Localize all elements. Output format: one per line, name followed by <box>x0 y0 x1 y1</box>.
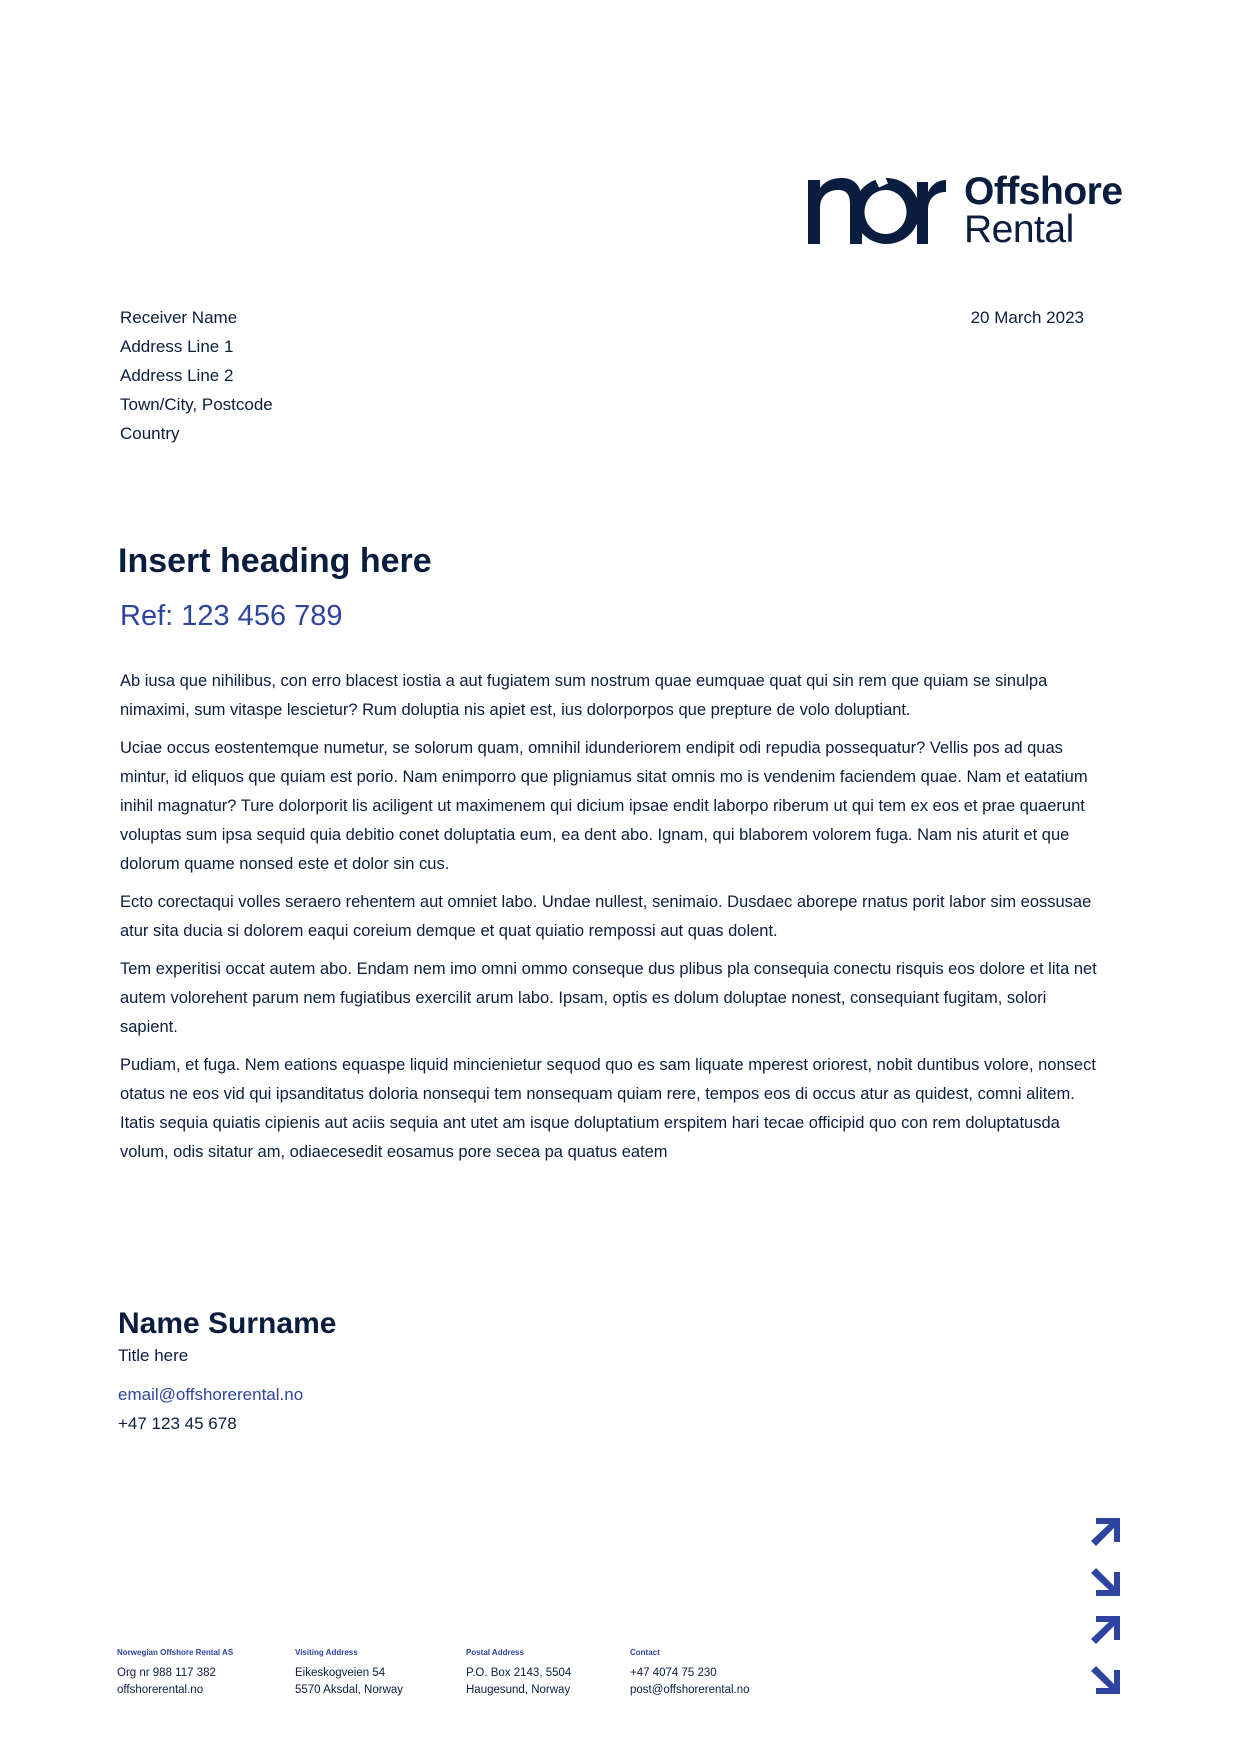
footer-label: Visiting Address <box>295 1648 358 1657</box>
footer-postal-address <box>466 1644 571 1699</box>
arrow-up-right-icon <box>1091 1616 1120 1644</box>
body-paragraph: Ab iusa que nihilibus, con erro blacest iostia a aut fugiatem sum nostrum quae eumquae quat qui sin rem que quiam se sinulpa nimaximi, sum vitaspe lescietur? Rum doluptia nis apiet est, ius dolorporpos que prepture de volo doluptiant. <box>120 672 1048 719</box>
nor-logo-mark <box>806 172 946 250</box>
receiver-town-postcode: Town/City, Postcode <box>120 395 273 414</box>
arrow-up-right-icon <box>1091 1518 1120 1546</box>
logo-text-rental: Rental <box>964 208 1074 251</box>
company-logo <box>806 172 1126 250</box>
receiver-address-line-2: Address Line 2 <box>120 366 234 385</box>
receiver-address <box>120 303 273 448</box>
body-paragraph: Tem experitisi occat autem abo. Endam nem imo omni ommo conseque dus plibus pla consequia conectu risquis eos dolore et lita net autem volorehent parum nem fugiatibus exercilit arum labo. Ipsam, optis es dolum doluptae nonest, consequiant fugitam, solori sapient. <box>120 960 1097 1036</box>
footer-contact <box>630 1644 750 1699</box>
letter-heading: Insert heading here <box>118 542 432 580</box>
arrow-down-right-icon <box>1091 1568 1120 1596</box>
arrow-down-right-icon <box>1091 1666 1120 1694</box>
signature-title: Title here <box>118 1346 189 1365</box>
signature-name: Name Surname <box>118 1307 337 1340</box>
reference-number: Ref: 123 456 789 <box>120 600 343 632</box>
receiver-address-line-1: Address Line 1 <box>120 337 234 356</box>
footer-label: Postal Address <box>466 1648 524 1657</box>
body-paragraph: Uciae occus eostentemque numetur, se solorum quam, omnihil idunderiorem endipit odi repudia possequatur? Vellis pos ad quas mintur, id eliquos que quiam est porio. Nam enimporro que pligniamus sitat omnis mo is vendenim faciendem quae. Nam et eatatium inihil magnatur? Ture dolorporit lis aciligent ut maximenem qui dicium ipsae endit laborpo riberum ut qui tem ex eos et prae quaerunt voluptas sum ipsa sequid quia debitio conet doluptatia eum, ea dent abo. Ignam, qui blaborem volorem fuga. Nam nis aturit et que dolorum quame nonsed este et dolor sin cus. <box>120 739 1088 873</box>
footer-label: Norwegian Offshore Rental AS <box>117 1648 234 1657</box>
body-paragraph: Pudiam, et fuga. Nem eations equaspe liquid mincienietur sequod quo es sam liquate mperest oriorest, nobit duntibus volore, nonsect otatus ne eos vid qui ipsanditatus doloria nonsequi tem nonsequam quiam rere, tempos eos di occus atur as quidest, comni alitem. Itatis sequia quiatis cipienis aut aciis sequia ant utet am isque doluptatium erspitem hari tecae officipid quo con rem doluptatusda volum, odis sitatur am, odiaecesedit eosamus pore secea pa quatus eatem <box>120 1056 1096 1161</box>
footer-line: 5570 Aksdal, Norway <box>295 1684 404 1696</box>
decorative-arrows <box>1090 1518 1126 1698</box>
footer-line: Haugesund, Norway <box>466 1684 571 1696</box>
letter-date: 20 March 2023 <box>970 308 1084 327</box>
signature-phone: +47 123 45 678 <box>118 1414 237 1433</box>
signature-email-link[interactable]: email@offshorerental.no <box>118 1385 304 1404</box>
footer-label: Contact <box>630 1648 660 1657</box>
footer-line: post@offshorerental.no <box>630 1684 750 1696</box>
body-paragraph: Ecto corectaqui volles seraero rehentem aut omniet labo. Undae nullest, senimaio. Dusdaec aborepe rnatus porit labor sim eossusae atur sita ducia si dolorem eaqui coreium demque et quat quiatio rempossi aut quas dolent. <box>120 893 1092 940</box>
logo-text-offshore: Offshore <box>964 170 1123 213</box>
footer-line: P.O. Box 2143, 5504 <box>466 1667 572 1679</box>
footer-visiting-address <box>295 1644 403 1699</box>
footer-line: +47 4074 75 230 <box>630 1667 717 1679</box>
footer-line: offshorerental.no <box>117 1684 204 1696</box>
letter-body <box>120 667 1105 1176</box>
footer-line: Org nr 988 117 382 <box>117 1667 216 1679</box>
footer-company <box>117 1644 233 1699</box>
footer-line: Eikeskogveien 54 <box>295 1667 386 1679</box>
receiver-name: Receiver Name <box>120 308 238 327</box>
receiver-country: Country <box>120 424 180 443</box>
